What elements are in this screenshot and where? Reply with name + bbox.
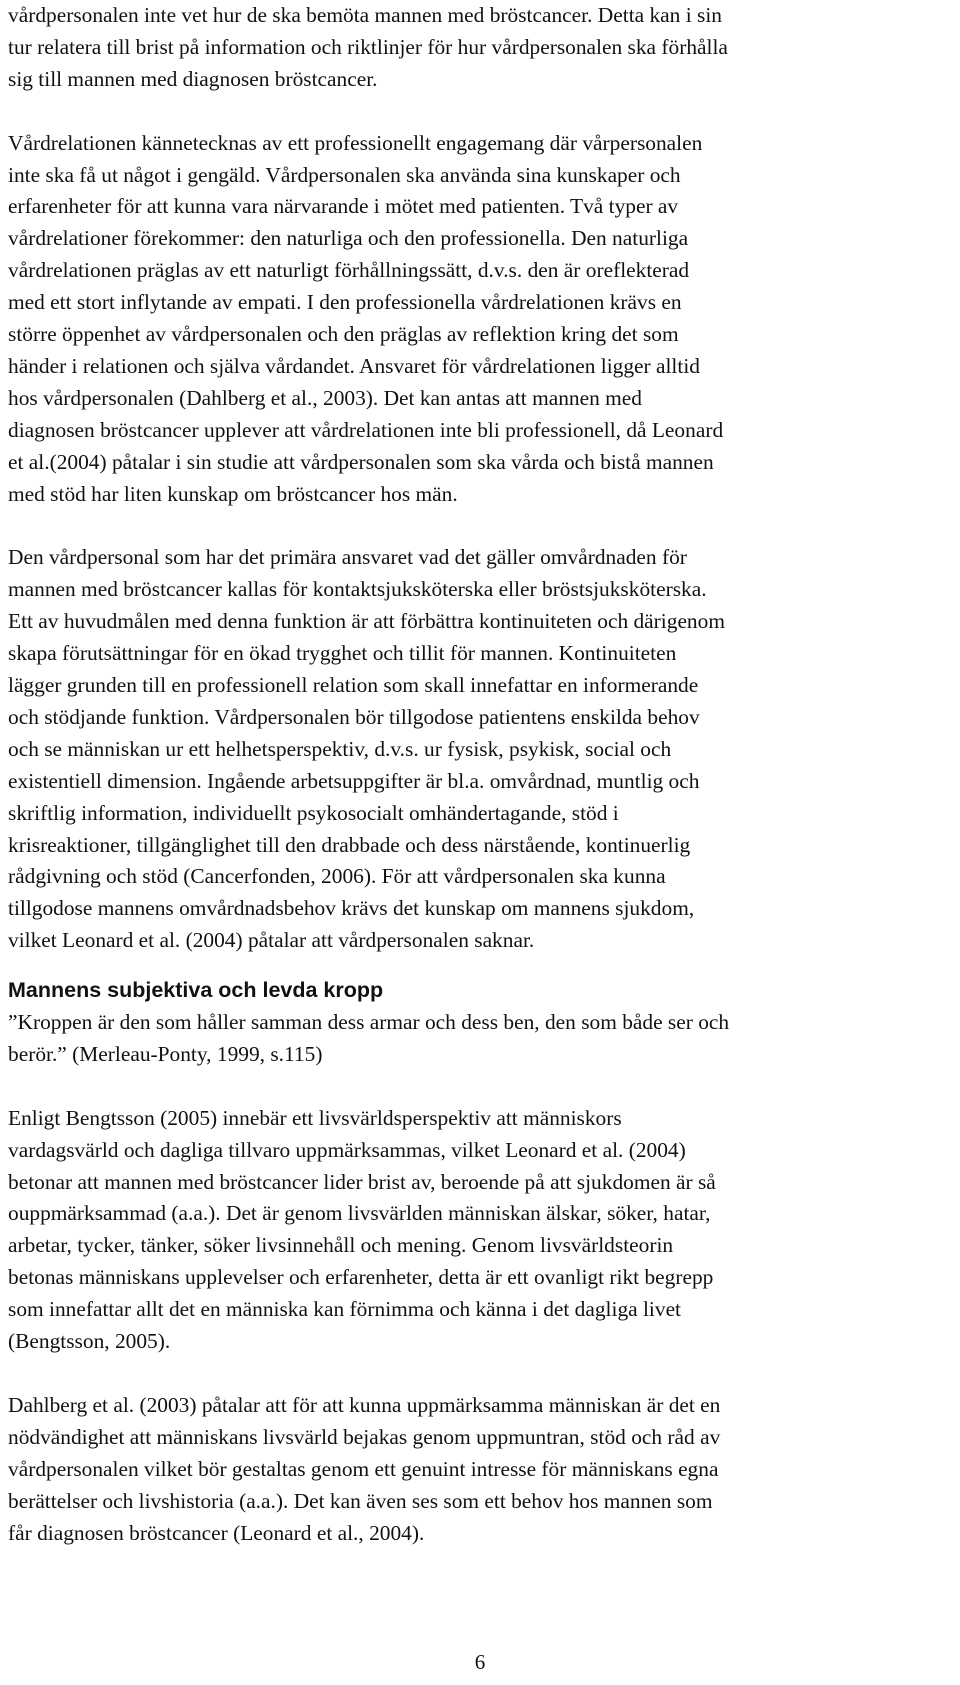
text-line: tillgodose mannens omvårdnadsbehov krävs det kunskap om mannens sjukdom, xyxy=(8,896,695,921)
page-number: 6 xyxy=(474,1650,486,1674)
section-heading: Mannens subjektiva och levda kropp xyxy=(8,978,384,1003)
text-line: inte ska få ut något i gengäld. Vårdpersonalen ska använda sina kunskaper och xyxy=(8,162,681,187)
text-line: (Bengtsson, 2005). xyxy=(8,1329,171,1354)
text-line: rådgivning och stöd (Cancerfonden, 2006). För att vårdpersonalen ska kunna xyxy=(8,864,666,889)
text-line: erfarenheter för att kunna vara närvarande i mötet med patienten. Två typer av xyxy=(8,194,679,219)
text-line: Vårdrelationen kännetecknas av ett professionellt engagemang där vårpersonalen xyxy=(8,130,703,155)
text-line: berättelser och livshistoria (a.a.). Det kan även ses som ett behov hos mannen som xyxy=(8,1488,713,1513)
paragraph-4 xyxy=(8,1103,908,1358)
text-line: med stöd har liten kunskap om bröstcancer hos män. xyxy=(8,481,458,506)
text-line: diagnosen bröstcancer upplever att vårdrelationen inte bli professionell, då Leonard xyxy=(8,417,724,442)
text-line: vilket Leonard et al. (2004) påtalar att vårdpersonalen saknar. xyxy=(8,928,535,953)
text-line: Den vårdpersonal som har det primära ansvaret vad det gäller omvårdnaden för xyxy=(8,545,687,570)
text-line: och se människan ur ett helhetsperspektiv, d.v.s. ur fysisk, psykisk, social och xyxy=(8,736,672,761)
text-line: vårdpersonalen vilket bör gestaltas genom ett genuint intresse för människans egna xyxy=(8,1456,719,1481)
quote-line: ”Kroppen är den som håller samman dess armar och dess ben, den som både ser och xyxy=(8,1010,730,1035)
text-line: får diagnosen bröstcancer (Leonard et al., 2004). xyxy=(8,1520,425,1545)
text-line: och stödjande funktion. Vårdpersonalen bör tillgodose patientens enskilda behov xyxy=(8,704,700,729)
document-page xyxy=(8,0,908,1549)
paragraph-3 xyxy=(8,542,908,957)
quote-block xyxy=(8,1007,908,1071)
text-line: arbetar, tycker, tänker, söker livsinnehåll och mening. Genom livsvärldsteorin xyxy=(8,1233,674,1258)
paragraph-1 xyxy=(8,0,908,96)
text-line: existentiell dimension. Ingående arbetsuppgifter är bl.a. omvårdnad, muntlig och xyxy=(8,768,700,793)
quote-line: berör.” (Merleau-Ponty, 1999, s.115) xyxy=(8,1041,323,1066)
text-line: Dahlberg et al. (2003) påtalar att för att kunna uppmärksamma människan är det en xyxy=(8,1392,721,1417)
text-line: som innefattar allt det en människa kan förnimma och känna i det dagliga livet xyxy=(8,1297,682,1322)
text-line: vårdrelationer förekommer: den naturliga och den professionella. Den naturliga xyxy=(8,226,689,251)
text-line: sig till mannen med diagnosen bröstcancer. xyxy=(8,66,378,91)
text-line: vårdpersonalen inte vet hur de ska bemöta mannen med bröstcancer. Detta kan i sin xyxy=(8,3,722,27)
text-line: mannen med bröstcancer kallas för kontaktsjuksköterska eller bröstsjuksköterska. xyxy=(8,577,707,602)
text-line: betonar att mannen med bröstcancer lider brist av, beroende på att sjukdomen är så xyxy=(8,1169,716,1194)
text-line: nödvändighet att människans livsvärld bejakas genom uppmuntran, stöd och råd av xyxy=(8,1424,721,1449)
text-line: vårdrelationen präglas av ett naturligt förhållningssätt, d.v.s. den är oreflekterad xyxy=(8,258,690,283)
text-line: större öppenhet av vårdpersonalen och den präglas av reflektion kring det som xyxy=(8,322,679,347)
text-line: Ett av huvudmålen med denna funktion är att förbättra kontinuiteten och därigenom xyxy=(8,609,725,634)
text-line: Enligt Bengtsson (2005) innebär ett livsvärldsperspektiv att människors xyxy=(8,1105,622,1130)
text-line: vardagsvärld och dagliga tillvaro uppmärksammas, vilket Leonard et al. (2004) xyxy=(8,1137,686,1162)
text-line: lägger grunden till en professionell relation som skall innefattar en informerande xyxy=(8,673,699,697)
paragraph-5 xyxy=(8,1390,908,1550)
text-line: ouppmärksammad (a.a.). Det är genom livsvärlden människan älskar, söker, hatar, xyxy=(8,1201,711,1226)
text-line: et al.(2004) påtalar i sin studie att vårdpersonalen som ska vårda och bistå mannen xyxy=(8,449,714,474)
text-line: betonas människans upplevelser och erfarenheter, detta är ett ovanligt rikt begrepp xyxy=(8,1265,714,1290)
text-line: händer i relationen och själva vårdandet. Ansvaret för vårdrelationen ligger alltid xyxy=(8,353,700,378)
text-line: krisreaktioner, tillgänglighet till den drabbade och dess närstående, kontinuerlig xyxy=(8,832,691,857)
text-line: med ett stort inflytande av empati. I den professionella vårdrelationen krävs en xyxy=(8,290,682,315)
text-line: hos vårdpersonalen (Dahlberg et al., 2003). Det kan antas att mannen med xyxy=(8,385,642,410)
paragraph-2 xyxy=(8,128,908,511)
text-line: skapa förutsättningar för en ökad trygghet och tillit för mannen. Kontinuiteten xyxy=(8,641,677,666)
text-line: skriftlig information, individuellt psykosocialt omhändertagande, stöd i xyxy=(8,800,619,825)
text-line: tur relatera till brist på information och riktlinjer för hur vårdpersonalen ska förhålla xyxy=(8,34,728,59)
